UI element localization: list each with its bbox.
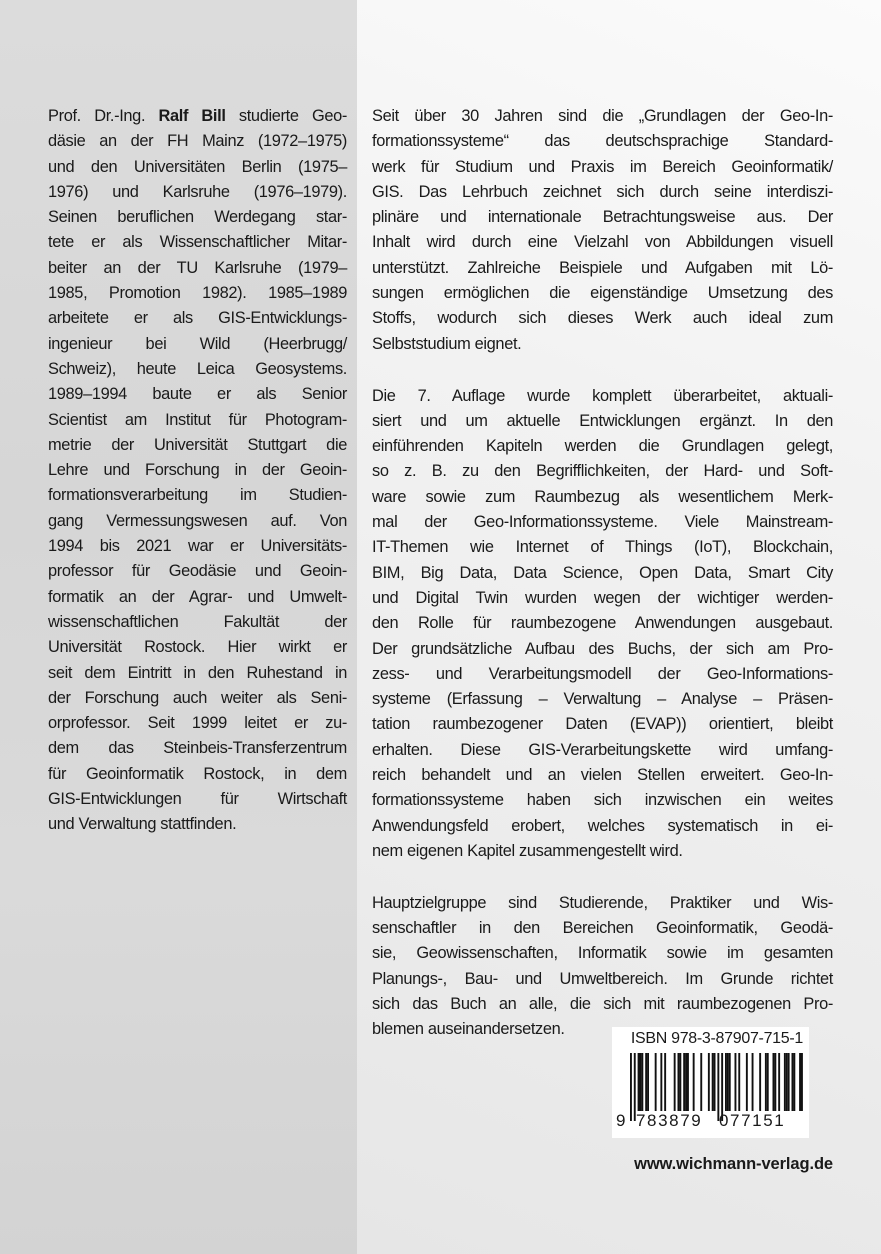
text-line: gang Vermessungswesen auf. Von <box>48 511 347 530</box>
text-line: beiter an der TU Karlsruhe (1979– <box>48 258 347 277</box>
text-line: Schweiz), heute Leica Geosystems. <box>48 359 347 378</box>
text-line: ingenieur bei Wild (Heerbrugg/ <box>48 334 347 353</box>
barcode-bar <box>767 1053 769 1111</box>
text-line: Selbststudium eignet. <box>372 334 522 353</box>
barcode-bar <box>685 1053 687 1111</box>
text-line: und Digital Twin wurden wegen der wichtiger werden- <box>372 588 833 607</box>
text-line: Der grundsätzliche Aufbau des Buchs, der sich am Pro- <box>372 639 833 658</box>
text-line: mal der Geo-Informationssysteme. Viele Mainstream- <box>372 513 833 532</box>
text-line: GIS. Das Lehrbuch zeichnet sich durch seine interdiszi- <box>372 182 833 201</box>
barcode-bar <box>792 1053 794 1111</box>
text-line: Seinen beruflichen Werdegang star- <box>48 208 347 227</box>
text-line: nem eigenen Kapitel zusammengestellt wird. <box>372 841 683 860</box>
paragraph <box>48 104 347 838</box>
barcode-bar <box>640 1053 642 1111</box>
text-line: 1985, Promotion 1982). 1985–1989 <box>48 284 347 303</box>
text-line: 1989–1994 baute er als Senior <box>48 385 347 404</box>
text-line: formationssysteme haben sich inzwischen ein weites <box>372 791 833 810</box>
barcode-digits-left: 783879 <box>636 1111 703 1130</box>
text-line: plinäre und internationale Betrachtungsweise aus. Der <box>372 208 833 227</box>
text-line: Anwendungsfeld erobert, welches systematisch in ei- <box>372 816 833 835</box>
text-line: däsie an der FH Mainz (1972–1975) <box>48 132 347 151</box>
author-name: Ralf Bill <box>158 107 226 125</box>
barcode-digits-right: 077151 <box>719 1111 786 1130</box>
text-line: sich das Buch an alle, die sich mit raumbezogenen Pro- <box>372 994 833 1013</box>
paragraph <box>372 104 833 357</box>
text-line: seit dem Eintritt in den Ruhestand in <box>48 663 347 682</box>
text-segment: Prof. Dr.-Ing. <box>48 107 159 125</box>
barcode-bar <box>679 1053 681 1111</box>
barcode-bar <box>759 1053 761 1111</box>
text-line: 1994 bis 2021 war er Universitäts- <box>48 537 347 556</box>
text-line: IT-Themen wie Internet of Things (IoT), Blockchain, <box>372 538 833 557</box>
text-line: Seit über 30 Jahren sind die „Grundlagen der Geo-In- <box>372 107 833 125</box>
book-description <box>372 104 833 1069</box>
barcode-bar <box>727 1053 729 1111</box>
barcode-bar <box>765 1053 767 1111</box>
paragraph <box>372 891 833 1043</box>
barcode-bar <box>660 1053 662 1111</box>
text-line: einführenden Kapiteln werden die Grundlagen gelegt, <box>372 437 833 456</box>
barcode-bar <box>725 1053 727 1111</box>
text-line: 1976) und Karlsruhe (1976–1979). <box>48 182 347 201</box>
text-line: Die 7. Auflage wurde komplett überarbeitet, aktuali- <box>372 386 833 405</box>
barcode-bar <box>784 1053 786 1111</box>
barcode-bar <box>693 1053 695 1111</box>
text-line: erhalten. Diese GIS-Verarbeitungskette wird umfang- <box>372 740 833 759</box>
text-line: systeme (Erfassung – Verwaltung – Analyse – Präsen- <box>372 690 833 709</box>
paragraph <box>372 384 833 865</box>
barcode-bar <box>752 1053 754 1111</box>
barcode-bar <box>683 1053 685 1111</box>
barcode-bar <box>708 1053 710 1111</box>
barcode-bar <box>735 1053 737 1111</box>
isbn-label: ISBN 978-3-87907-715-1 <box>630 1030 803 1047</box>
barcode-bar <box>714 1053 716 1111</box>
barcode-bar <box>641 1053 643 1111</box>
text-line: wissenschaftlichen Fakultät der <box>48 612 347 631</box>
barcode-bar <box>774 1053 776 1111</box>
text-line: tete er als Wissenschaftlicher Mitar- <box>48 233 347 252</box>
barcode-bar <box>687 1053 689 1111</box>
text-line: tation raumbezogener Daten (EVAP)) orientiert, bleibt <box>372 715 833 734</box>
text-line: arbeitete er als GIS-Entwicklungs- <box>48 309 347 328</box>
barcode-bar <box>799 1053 801 1111</box>
text-line: siert und um aktuelle Entwicklungen ergänzt. In den <box>372 411 833 430</box>
text-line: senschaftler in den Bereichen Geoinformatik, Geodä- <box>372 919 833 938</box>
text-line: reich behandelt und an vielen Stellen erweitert. Geo-In- <box>372 766 833 785</box>
text-line: für Geoinformatik Rostock, in dem <box>48 764 347 783</box>
text-line <box>48 104 347 129</box>
text-line: GIS-Entwicklungen für Wirtschaft <box>48 790 347 809</box>
barcode-bar <box>647 1053 649 1111</box>
text-line: und Verwaltung stattfinden. <box>48 815 237 834</box>
barcode-bar <box>674 1053 676 1111</box>
barcode-bar <box>712 1053 714 1111</box>
barcode-bar <box>729 1053 731 1111</box>
text-line: metrie der Universität Stuttgart die <box>48 435 347 454</box>
barcode-bar <box>664 1053 666 1111</box>
isbn-barcode <box>612 1027 809 1138</box>
barcode-bar <box>630 1053 632 1121</box>
barcode-digit-lead: 9 <box>616 1111 626 1130</box>
text-line: formatik an der Agrar- und Umwelt- <box>48 587 347 606</box>
text-line: dem das Steinbeis-Transferzentrum <box>48 739 347 758</box>
text-line: professor für Geodäsie und Geoin- <box>48 562 347 581</box>
barcode-bar <box>786 1053 788 1111</box>
text-line: formationssysteme“ das deutschsprachige Standard- <box>372 132 833 151</box>
barcode-bar <box>638 1053 640 1111</box>
barcode-bar <box>801 1053 803 1111</box>
text-line: blemen auseinandersetzen. <box>372 1020 565 1039</box>
text-line: orprofessor. Seit 1999 leitet er zu- <box>48 714 347 733</box>
publisher-url[interactable]: www.wichmann-verlag.de <box>634 1155 833 1173</box>
text-line: sie, Geowissenschaften, Informatik sowie im gesamten <box>372 944 833 963</box>
text-line: so z. B. zu den Begrifflichkeiten, der Hard- und Soft- <box>372 462 833 481</box>
text-line: den Rolle für raumbezogene Anwendungen ausgebaut. <box>372 614 833 633</box>
text-line: der Forschung auch weiter als Seni- <box>48 688 347 707</box>
barcode-bar <box>788 1053 790 1111</box>
text-line: zess- und Verarbeitungsmodell der Geo-Informations- <box>372 664 833 683</box>
author-bio <box>48 104 347 864</box>
text-line: BIM, Big Data, Data Science, Open Data, Smart City <box>372 563 833 582</box>
barcode-bar <box>678 1053 680 1111</box>
text-line: formationsverarbeitung im Studien- <box>48 486 347 505</box>
text-line: Inhalt wird durch eine Vielzahl von Abbildungen visuell <box>372 233 833 252</box>
barcode-bar <box>793 1053 795 1111</box>
barcode-bar <box>655 1053 657 1111</box>
barcode-bar <box>773 1053 775 1111</box>
text-line: und den Universitäten Berlin (1975– <box>48 157 347 176</box>
barcode-bar <box>738 1053 740 1111</box>
text-line: ware sowie zum Raumbezug als wesentlichem Merk- <box>372 487 833 506</box>
text-line: Lehre und Forschung in der Geoin- <box>48 461 347 480</box>
barcode-bar <box>778 1053 780 1111</box>
text-line: sungen ermöglichen die eigenständige Umsetzung des <box>372 284 833 303</box>
barcode-bar <box>746 1053 748 1111</box>
barcode-bar <box>700 1053 702 1111</box>
text-line: Stoffs, wodurch sich dieses Werk auch ideal zum <box>372 309 833 328</box>
text-line: Scientist am Institut für Photogram- <box>48 410 347 429</box>
text-line: unterstützt. Zahlreiche Beispiele und Aufgaben mit Lö- <box>372 258 833 277</box>
text-segment: studierte Geo- <box>225 107 347 125</box>
text-line: werk für Studium und Praxis im Bereich Geoinformatik/ <box>372 157 833 176</box>
text-line: Planungs-, Bau- und Umweltbereich. Im Grunde richtet <box>372 969 833 988</box>
barcode-bar <box>645 1053 647 1111</box>
text-line: Hauptzielgruppe sind Studierende, Praktiker und Wis- <box>372 893 833 912</box>
text-line: Universität Rostock. Hier wirkt er <box>48 638 347 657</box>
